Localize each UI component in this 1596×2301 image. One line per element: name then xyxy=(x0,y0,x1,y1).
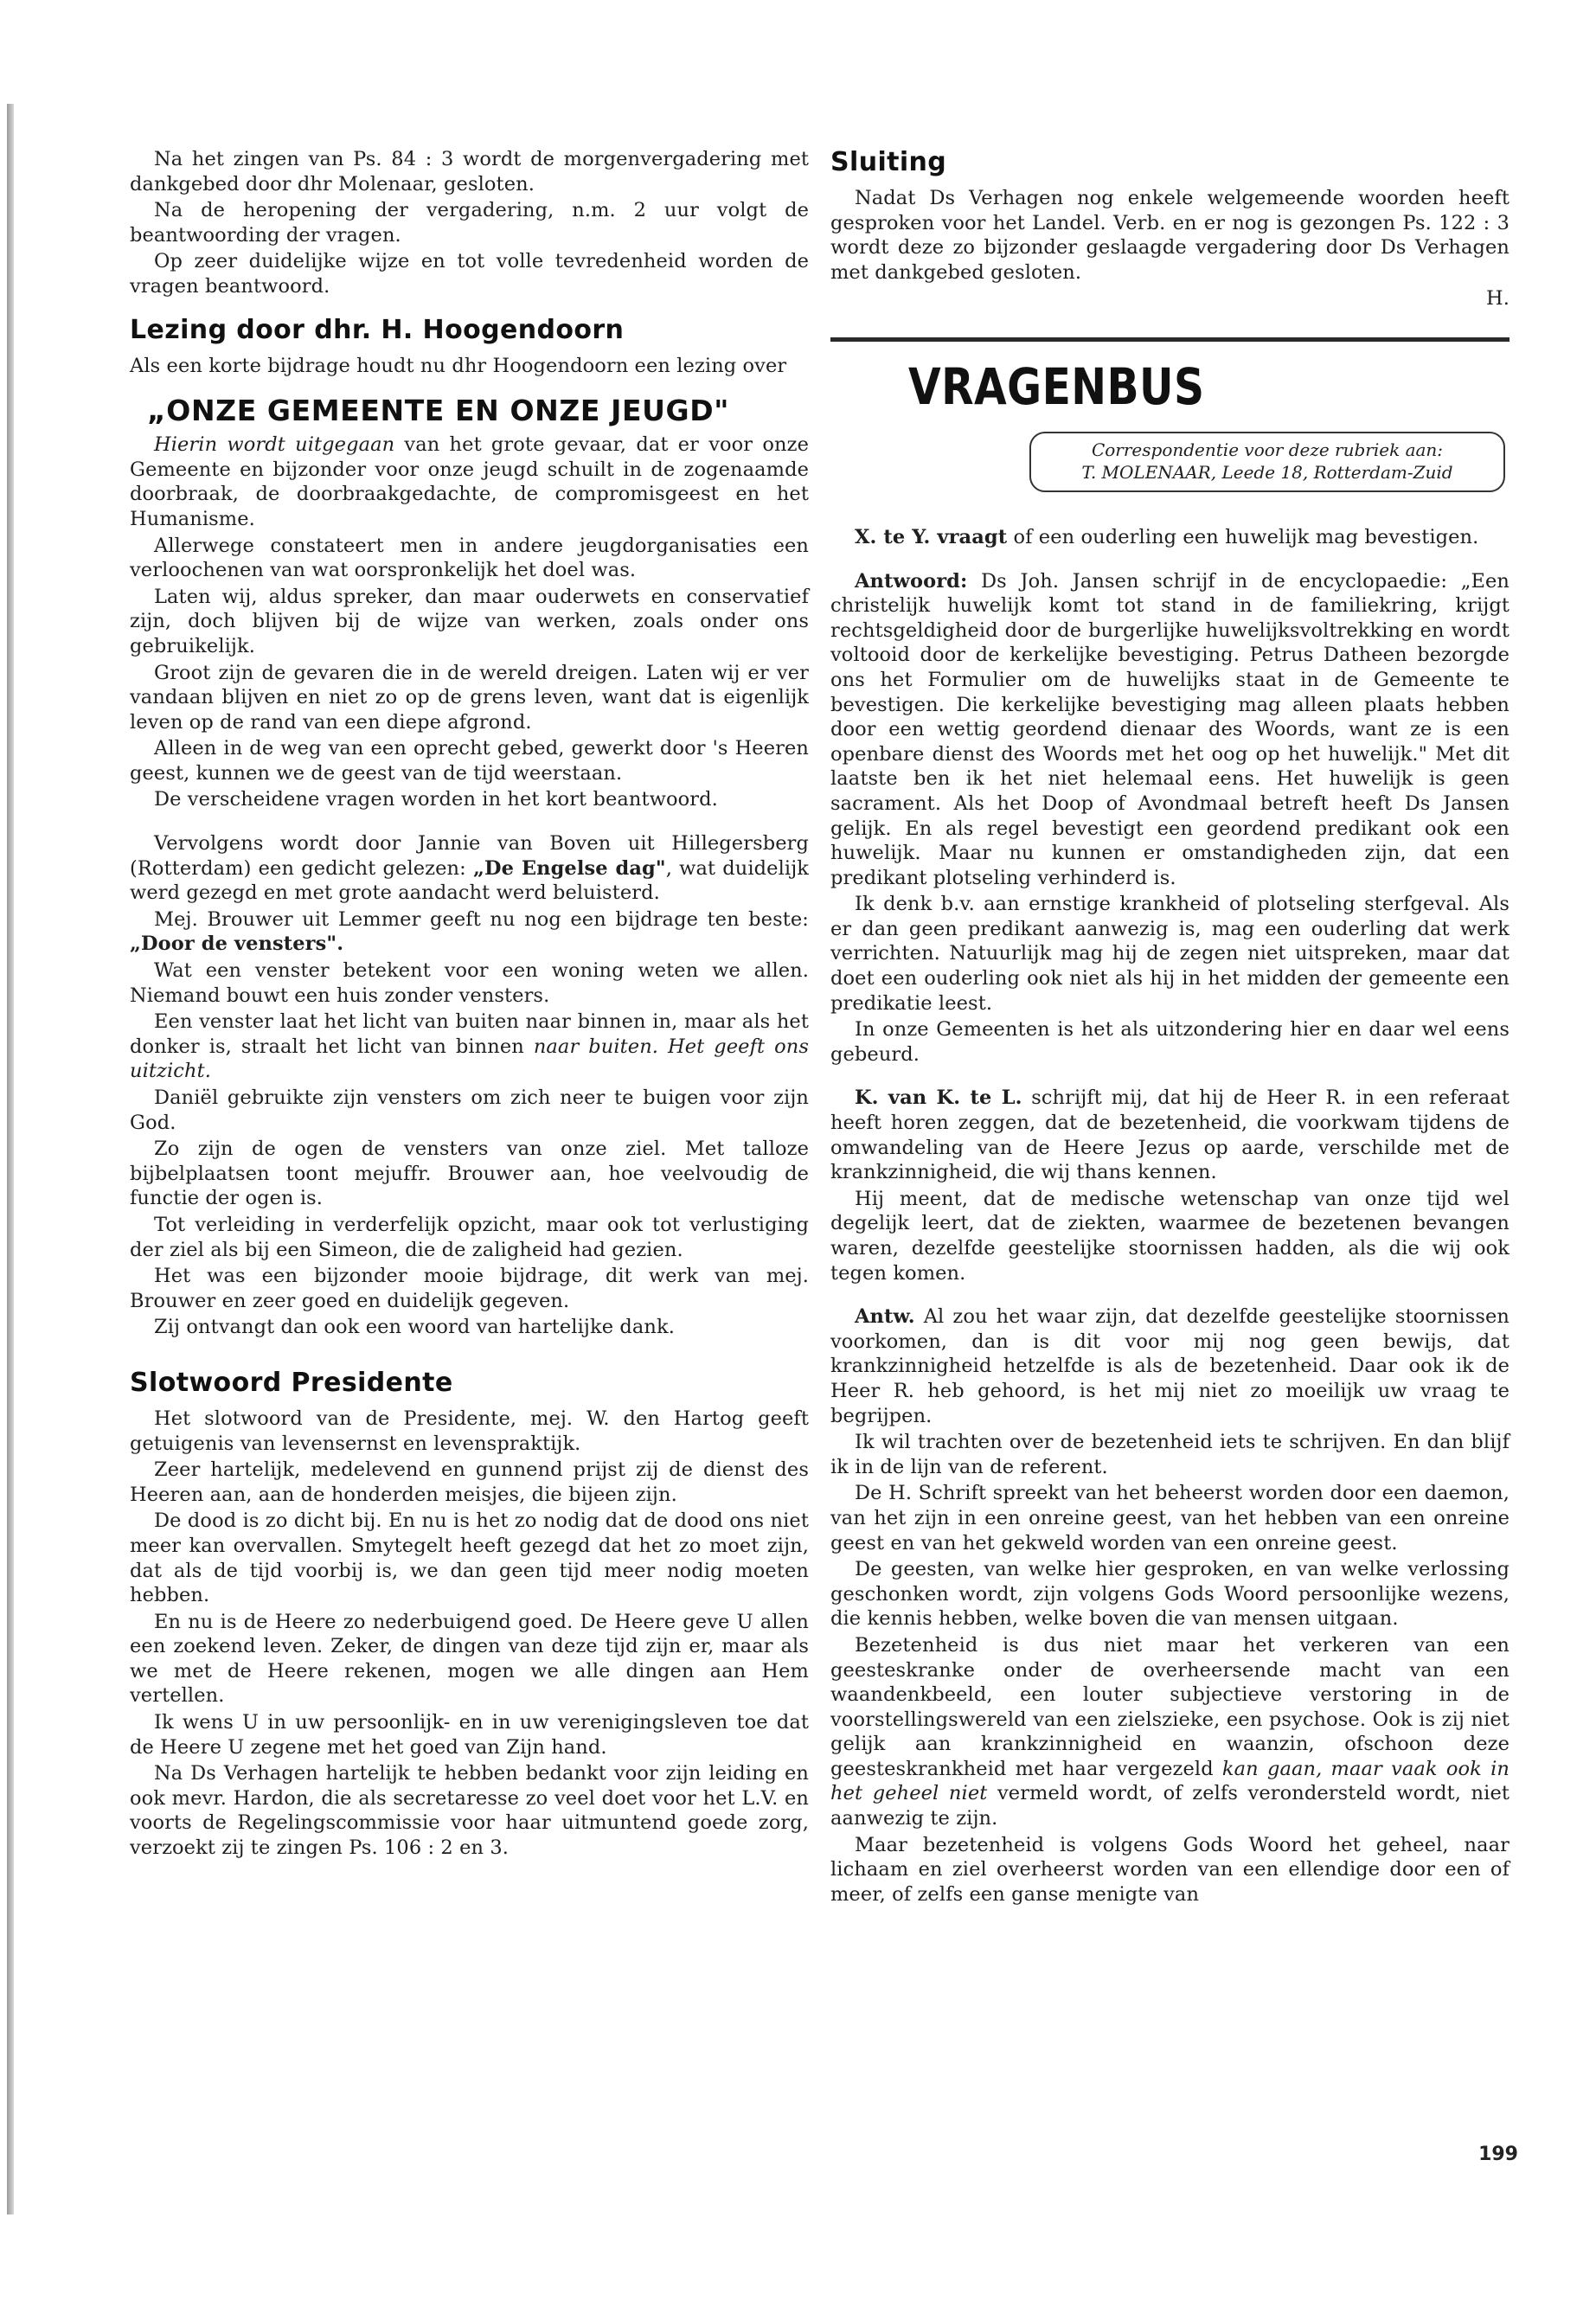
closing-paragraph-6: Na Ds Verhagen hartelijk te hebben bedankt voor zijn leiding en ook mevr. Hardon, die als secretaresse zo veel doet voor het L.V. en voorts de Regelingscommissie voor haar uitmuntend goede zorg, verzoekt zij te zingen Ps. 106 : 2 en 3. xyxy=(130,1762,809,1860)
section-divider xyxy=(830,337,1509,342)
lecture-paragraph-3: Laten wij, aldus spreker, dan maar ouderwets en conservatief zijn, doch blijven bij de wijze van werken, zoals onder ons gebruikelijk. xyxy=(130,585,809,657)
answer-2-lead: Antw. xyxy=(855,1305,915,1329)
question-2-paragraph-2: Hij meent, dat de medische wetenschap van onze tijd wel degelijk leert, dat de ziekten, waarmee de bezetenen bevangen waren, dezelfde geestelijke stoornissen hadden, als die wij ook tegen komen. xyxy=(830,1187,1509,1285)
answer-2-paragraph-6: Maar bezetenheid is volgens Gods Woord het geheel, naar lichaam en ziel overheerst worden van een ellendige door een of meer, of zelfs een ganse menigte van xyxy=(830,1833,1509,1906)
window-paragraph-7: Zij ontvangt dan ook een woord van hartelijke dank. xyxy=(154,1316,675,1339)
page-number: 199 xyxy=(1478,2144,1518,2165)
answer-2-text: Al zou het waar zijn, dat dezelfde geestelijke stoornissen voorkomen, dan is dit voor mij nog geen bewijs, dat krankzinnigheid hetzelfde is als de bezetenheid. Daar ook ik de Heer R. heb gehoord, is het mij niet zo moeilijk uw vraag te begrijpen. xyxy=(830,1305,1509,1427)
intro-paragraph-1: Na het zingen van Ps. 84 : 3 wordt de morgenvergadering met dankgebed door dhr Molenaar, gesloten. xyxy=(130,148,809,195)
lecture-title: „ONZE GEMEENTE EN ONZE JEUGD" xyxy=(147,394,730,428)
correspondence-line-1: Correspondentie voor deze rubriek aan: xyxy=(1091,439,1444,460)
answer-2-paragraph-5 xyxy=(830,1633,1509,1831)
vragenbus-masthead: VRAGENBUS xyxy=(908,356,1205,416)
window-paragraph-6: Het was een bijzonder mooie bijdrage, dit werk van mej. Brouwer en zeer goed en duidelijk gegeven. xyxy=(130,1265,809,1312)
answer-2 xyxy=(830,1304,1509,1428)
question-2-lead: K. van K. te L. xyxy=(855,1086,1022,1110)
sluiting-signature: H. xyxy=(1486,287,1509,311)
question-1 xyxy=(830,525,1509,550)
answer-2-paragraph-3: De H. Schrift spreekt van het beheerst worden door een daemon, van het zijn in een onreine geest, van het hebben van een onreine geest en van het gekweld worden van een onreine geest. xyxy=(830,1482,1509,1554)
right-column xyxy=(830,147,1509,1908)
lecture-heading: Lezing door dhr. H. Hoogendoorn xyxy=(130,314,625,345)
answer-2-p5-text: Bezetenheid is dus niet maar het verkeren van een geesteskranke onder de overheersende macht van een waandenkbeeld, een louter subjectieve verstoring in de voorstellingswereld van een zielszieke, een psychose. Ook is zij niet gelijk aan krankzinnigheid en waanzin, ofschoon deze geesteskrankheid met haar vergezeld xyxy=(830,1633,1509,1780)
answer-1 xyxy=(830,569,1509,891)
answer-1-text: Ds Joh. Jansen schrijf in de encyclopaedie: „Een christelijk huwelijk komt tot stand in de familiekring, krijgt rechtsgeldigheid door de burgerlijke huwelijksvoltrekking en wordt voltooid door de kerkelijke bevestiging. Petrus Datheen bezorgde ons het Formulier om de huwelijks staat in de Gemeente te bevestigen. Die kerkelijke bevestiging mag alleen plaats hebben door een wettig geordend dienaar des Woords, want ze is een openbare dienst des Woords met het oog op het huwelijk." Met dit laatste ben ik het niet helemaal eens. Het huwelijk is geen sacrament. Als het Doop of Avondmaal betreft heeft Ds Jansen gelijk. En als regel bevestigt een geordend predikant ook een huwelijk. Maar nu kunnen er omstandigheden zijn, dat een predikant plotseling verhinderd is. xyxy=(830,569,1509,889)
closing-paragraph-3: De dood is zo dicht bij. En nu is het zo nodig dat de dood ons niet meer kan overvallen. Smytegelt heeft gezegd dat het zo moet zijn, dat als de tijd voorbij is, we dan geen tijd meer nodig moeten hebben. xyxy=(130,1509,809,1607)
answer-2-paragraph-2: Ik wil trachten over de bezetenheid iets te schrijven. En dan blijf ik in de lijn van de referent. xyxy=(830,1431,1509,1478)
sluiting-paragraph: Nadat Ds Verhagen nog enkele welgemeende woorden heeft gesproken voor het Landel. Verb. en er nog is gezongen Ps. 122 : 3 wordt deze zo bijzonder geslaagde vergadering door Ds Verhagen met dankgebed gesloten. xyxy=(830,187,1509,284)
window-paragraph-4: Zo zijn de ogen de vensters van onze ziel. Met talloze bijbelplaatsen toont mejuffr. Brouwer aan, hoe veelvoudig de functie der ogen is. xyxy=(130,1138,809,1210)
closing-paragraph-1: Het slotwoord van de Presidente, mej. W. den Hartog geeft getuigenis van levensernst en levenspraktijk. xyxy=(130,1407,809,1455)
closing-paragraph-2: Zeer hartelijk, medelevend en gunnend prijst zij de dienst des Heeren aan, aan de honderden meisjes, die bijeen zijn. xyxy=(130,1458,809,1506)
intro-paragraph-2: Na de heropening der vergadering, n.m. 2 uur volgt de beantwoording der vragen. xyxy=(130,199,809,247)
contribution-pre: Mej. Brouwer uit Lemmer geeft nu nog een bijdrage ten beste: xyxy=(154,907,809,931)
sluiting-heading: Sluiting xyxy=(830,147,947,177)
window-paragraph-1: Wat een venster betekent voor een woning weten we allen. Niemand bouwt een huis zonder vensters. xyxy=(130,959,809,1007)
lecture-paragraph-2: Allerwege constateert men in andere jeugdorganisaties een verloochenen van wat oorspronkelijk het doel was. xyxy=(130,534,809,582)
lecture-intro xyxy=(130,354,809,379)
lecture-paragraph-6: De verscheidene vragen worden in het kort beantwoord. xyxy=(154,788,718,811)
window-p2-text: Een venster laat het licht van buiten naar binnen in, maar als het donker is, straalt het licht van binnen xyxy=(130,1010,809,1058)
answer-2-paragraph-4: De geesten, van welke hier gesproken, en van welke verlossing geschonken wordt, zijn volgens Gods Woord persoonlijke wezens, die kennis hebben, welke boven die van mensen uitgaan. xyxy=(830,1558,1509,1631)
lecture-p1-italic: Hierin wordt uitgegaan xyxy=(154,433,395,457)
answer-2-p5-end: vermeld wordt, of zelfs verondersteld wordt, niet aanwezig te zijn. xyxy=(830,1782,1510,1830)
lecture-paragraph-1 xyxy=(130,433,809,531)
poem-post: , wat duidelijk werd gezegd en met grote aandacht werd beluisterd. xyxy=(130,856,809,905)
contribution-paragraph xyxy=(130,907,809,957)
window-paragraph-3: Daniël gebruikte zijn vensters om zich neer te buigen voor zijn God. xyxy=(130,1086,809,1134)
window-paragraph-2 xyxy=(130,1009,809,1084)
answer-1-paragraph-2: Ik denk b.v. aan ernstige krankheid of plotseling sterfgeval. Als er dan geen predikant aanwezig is, mag een ouderling dat werk verrichten. Natuurlijk mag hij de zegen niet uitspreken, maar dat doet een ouderling ook niet als hij in het midden der gemeente een predikatie leest. xyxy=(830,893,1509,1015)
poem-paragraph xyxy=(130,831,809,906)
question-1-text: of een ouderling een huwelijk mag bevestigen. xyxy=(1007,525,1479,548)
closing-words-heading: Slotwoord Presidente xyxy=(130,1367,453,1398)
closing-paragraph-4: En nu is de Heere zo nederbuigend goed. De Heere geve U allen een zoekend leven. Zeker, de dingen van deze tijd zijn er, maar als we met de Heere rekenen, mogen we alle dingen aan Hem vertellen. xyxy=(130,1610,809,1708)
page-binding-edge xyxy=(7,104,14,2214)
window-paragraph-5: Tot verleiding in verderfelijk opzicht, maar ook tot verlustiging der ziel als bij een Simeon, die de zaligheid had gezien. xyxy=(130,1213,809,1261)
correspondence-box xyxy=(1029,432,1505,492)
lecture-intro-text: Als een korte bijdrage houdt nu dhr Hoogendoorn een lezing over xyxy=(130,354,787,377)
lecture-paragraph-5: Alleen in de weg van een oprecht gebed, gewerkt door 's Heeren geest, kunnen we de geest van de tijd weerstaan. xyxy=(130,737,809,785)
left-column xyxy=(130,147,809,1862)
answer-1-paragraph-3: In onze Gemeenten is het als uitzondering hier en daar wel eens gebeurd. xyxy=(830,1018,1509,1066)
intro-paragraph-3: Op zeer duidelijke wijze en tot volle tevredenheid worden de vragen beantwoord. xyxy=(130,250,809,298)
lecture-paragraph-4: Groot zijn de gevaren die in de wereld dreigen. Laten wij er ver vandaan blijven en niet zo op de grens leven, want dat is eigenlijk leven op de rand van een diepe afgrond. xyxy=(130,661,809,734)
question-2 xyxy=(830,1086,1509,1184)
question-1-lead: X. te Y. vraagt xyxy=(855,525,1008,548)
lecture-p1-text: van het grote gevaar, dat er voor onze Gemeente en bijzonder voor onze jeugd schuilt in de zogenaamde doorbraak, de doorbraakgedachte, de compromisgeest en het Humanisme. xyxy=(130,433,809,530)
answer-1-lead: Antwoord: xyxy=(855,569,968,593)
poem-title: „De Engelse dag" xyxy=(472,856,666,880)
contribution-title: „Door de vensters". xyxy=(130,933,344,956)
poem-pre: Vervolgens wordt door Jannie van Boven uit Hillegersberg (Rotterdam) een gedicht gelezen: xyxy=(130,832,809,880)
window-p2-italic: naar buiten. Het geeft ons uitzicht. xyxy=(130,1035,809,1083)
answer-2-p5-italic: kan gaan, maar vaak ook in het geheel niet xyxy=(830,1757,1509,1805)
correspondence-address: T. MOLENAAR, Leede 18, Rotterdam-Zuid xyxy=(1081,461,1453,483)
question-2-text: schrijft mij, dat hij de Heer R. in een referaat heeft horen zeggen, dat de bezetenheid, die voorkwam tijdens de omwandeling van de Heere Jezus op aarde, verschilde met de krankzinnigheid, die wij thans kennen. xyxy=(830,1086,1509,1184)
closing-paragraph-5: Ik wens U in uw persoonlijk- en in uw verenigingsleven toe dat de Heere U zegene met het goed van Zijn hand. xyxy=(130,1711,809,1759)
